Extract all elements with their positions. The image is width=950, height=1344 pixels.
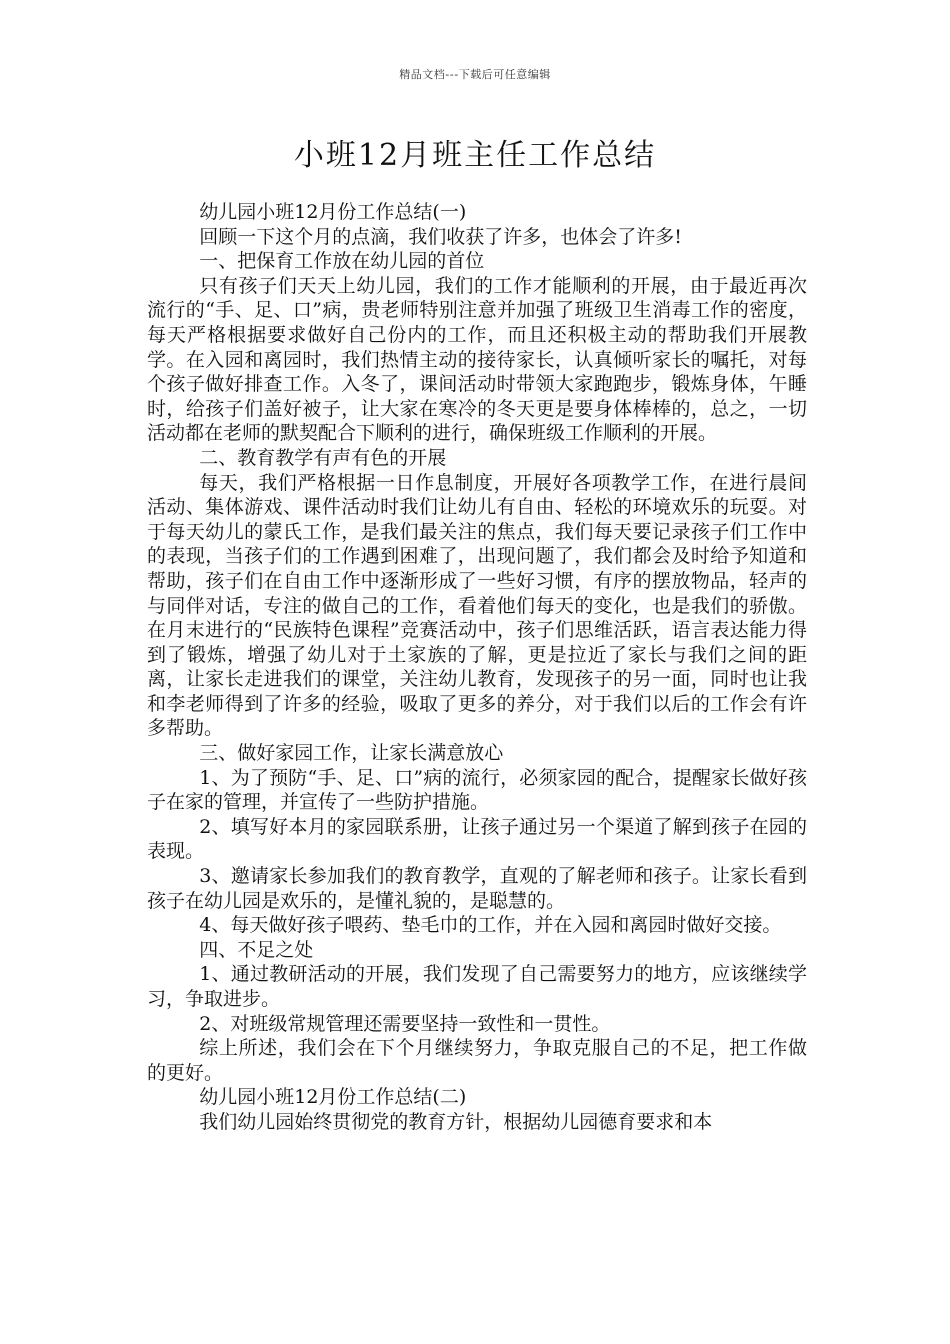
- paragraph: 幼儿园小班12月份工作总结(二): [199, 1086, 467, 1109]
- watermark-header: 精品文档---下载后可任意编辑: [399, 68, 551, 81]
- paragraph: 回顾一下这个月的点滴，我们收获了许多，也体会了许多!: [199, 225, 682, 248]
- section-heading: 三、做好家园工作，让家长满意放心: [199, 742, 504, 765]
- list-item: 1、为了预防“手、足、口”病的流行，必须家园的配合，提醒家长做好孩子在家的管理，并宣传了一些防护措施。: [147, 766, 807, 814]
- section-heading: 四、不足之处: [199, 938, 314, 961]
- list-item: 3、邀请家长参加我们的教育教学，直观的了解老师和孩子。让家长看到孩子在幼儿园是欢乐的，是懂礼貌的，是聪慧的。: [147, 865, 807, 912]
- list-item: 2、填写好本月的家园联系册，让孩子通过另一个渠道了解到孩子在园的表现。: [147, 815, 807, 863]
- list-item: 4、每天做好孩子喂药、垫毛巾的工作，并在入园和离园时做好交接。: [199, 914, 782, 937]
- list-item: 2、对班级常规管理还需要坚持一致性和一贯性。: [199, 1012, 611, 1035]
- paragraph: 幼儿园小班12月份工作总结(一): [199, 201, 467, 223]
- document-title: 小班12月班主任工作总结: [293, 138, 657, 173]
- paragraph: 每天，我们严格根据一日作息制度，开展好各项教学工作，在进行晨间活动、集体游戏、课件活动时我们让幼儿有自由、轻松的环境欢乐的玩耍。对于每天幼儿的蒙氏工作，是我们最关注的焦点，我们每天要记录孩子们工作中的表现，当孩子们的工作遇到困难了，出现问题了，我们都会及时给予知道和帮助，孩子们在自由工作中逐渐形成了一些好习惯，有序的摆放物品，轻声的与同伴对话，专注的做自己的工作，看着他们每天的变化，也是我们的骄傲。在月末进行的“民族特色课程”竞赛活动中，孩子们思维活跃，语言表达能力得到了锻炼，增强了幼儿对于土家族的了解，更是拉近了家长与我们之间的距离，让家长走进我们的课堂，关注幼儿教育，发现孩子的另一面，同时也让我和李老师得到了许多的经验，吸取了更多的养分，对于我们以后的工作会有许多帮助。: [147, 471, 807, 740]
- paragraph: 只有孩子们天天上幼儿园，我们的工作才能顺利的开展，由于最近再次流行的“手、足、口”病，贵老师特别注意并加强了班级卫生消毒工作的密度，每天严格根据要求做好自己份内的工作，而且还积极主动的帮助我们开展教学。在入园和离园时，我们热情主动的接待家长，认真倾听家长的嘱托，对每个孩子做好排查工作。入冬了，课间活动时带领大家跑跑步，锻炼身体，午睡时，给孩子们盖好被子，让大家在寒冷的冬天更是要身体棒棒的，总之，一切活动都在老师的默契配合下顺利的进行，确保班级工作顺利的开展。: [147, 274, 807, 445]
- paragraph: 我们幼儿园始终贯彻党的教育方针，根据幼儿园德育要求和本: [199, 1110, 713, 1133]
- paragraph: 综上所述，我们会在下个月继续努力，争取克服自己的不足，把工作做的更好。: [147, 1037, 807, 1084]
- section-heading: 二、教育教学有声有色的开展: [199, 446, 447, 469]
- section-heading: 一、把保育工作放在幼儿园的首位: [199, 250, 485, 273]
- list-item: 1、通过教研活动的开展，我们发现了自己需要努力的地方，应该继续学习，争取进步。: [147, 963, 807, 1010]
- document-body: [147, 200, 807, 1135]
